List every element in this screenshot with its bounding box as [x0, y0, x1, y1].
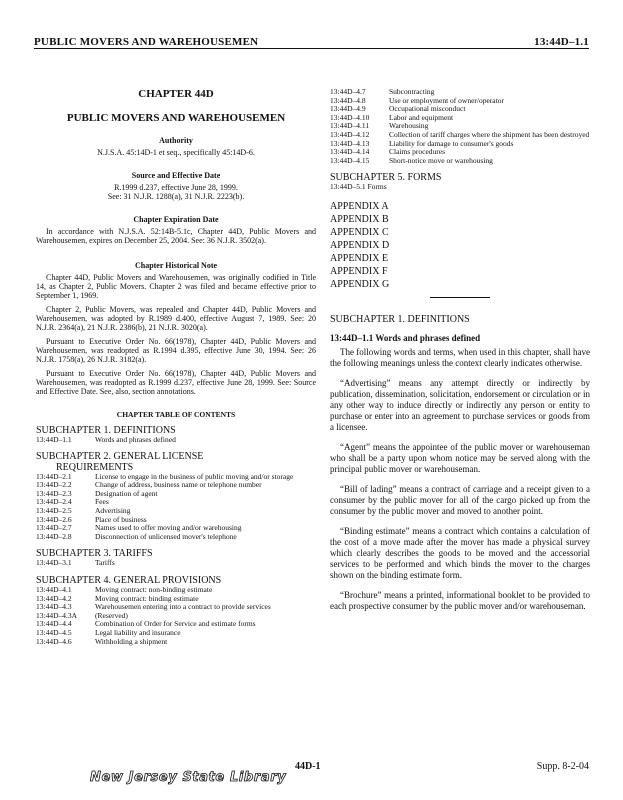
supplement-date: Supp. 8-2-04: [536, 761, 589, 772]
toc-subchapter-2-cont: REQUIREMENTS: [56, 461, 134, 473]
definition-paragraph: “Binding estimate” means a contract which contains a calculation of the cost of a move made after the mover has made a physical survey which clearly describes the goods to be moved and the accessorial services to be performed and which binds the mover to the charges shown on the binding estimate form.: [330, 525, 590, 580]
history-heading: Chapter Historical Note: [134, 261, 218, 270]
chapter-title: PUBLIC MOVERS AND WAREHOUSEMEN: [66, 112, 286, 124]
toc-row: 13:44D–4.11 Warehousing: [330, 121, 429, 131]
authority-heading: Authority: [159, 136, 193, 145]
section-title: 13:44D–1.1 Words and phrases defined: [330, 332, 481, 343]
toc-row: 13:44D–4.5 Legal liability and insurance: [36, 627, 181, 637]
toc-row: 13:44D–4.9 Occupational misconduct: [330, 104, 466, 114]
history-paragraph: Chapter 2, Public Movers, was repealed and Chapter 44D, Public Movers and Warehousemen, was adopted by R.1989 d.400, effective August 7, 1989. See: 20 N.J.R. 2364(a), 21 N.J.R. 2386(b), 21 N.J.R. 3020(a).: [36, 305, 316, 332]
definition-paragraph: “Brochure” means a printed, informational booklet to be provided to each prospective consumer by the public mover and/or warehouseman.: [330, 589, 590, 611]
toc-row: 13:44D–4.14 Claims procedures: [330, 147, 446, 157]
toc-row: 13:44D–4.12 Collection of tariff charges where the shipment has been destroyed: [330, 129, 590, 139]
history-paragraph: Pursuant to Executive Order No. 66(1978), Chapter 44D, Public Movers and Warehousemen, was readopted as R.1994 d.395, effective June 30, 1994. See: 26 N.J.R. 1758(a), 26 N.J.R. 3182(a).: [36, 337, 316, 364]
definition-paragraph: “Agent” means the appointee of the public mover or warehouseman who shall be a party upon whom notice may be served along with the principal public mover or warehouseman.: [330, 441, 590, 474]
toc-row: 13:44D–4.15 Short-notice move or warehousing: [330, 155, 493, 165]
toc-heading: CHAPTER TABLE OF CONTENTS: [116, 410, 236, 419]
toc-row: 13:44D–4.2 Moving contract: binding estimate: [36, 593, 199, 603]
appendix-item: APPENDIX G: [330, 278, 390, 290]
right-column: [330, 88, 590, 612]
expiration-text: In accordance with N.J.S.A. 52:14B-5.1c, Chapter 44D, Public Movers and Warehousemen, expires on December 25, 2004. See: 36 N.J.R. 3502(a).: [36, 227, 316, 245]
toc-row: 13:44D–5.1 Forms: [330, 182, 387, 192]
expiration-heading: Chapter Expiration Date: [133, 215, 219, 224]
page-number: 44D-1: [295, 761, 321, 772]
toc-row: 13:44D–4.3 Warehousemen entering into a contract to provide services: [36, 602, 271, 612]
definition-paragraph: “Advertising” means any attempt directly or indirectly by publication, dissemination, solicitation, endorsement or circulation or in any other way to induce directly or indirectly any person or entity to purchase or enter into an agreement to purchase services or goods from a licensee.: [330, 377, 590, 432]
source-heading: Source and Effective Date: [131, 171, 221, 180]
appendix-item: APPENDIX A: [330, 200, 389, 212]
toc-subchapter-3: SUBCHAPTER 3. TARIFFS: [36, 548, 153, 560]
toc-row: 13:44D–4.3A (Reserved): [36, 610, 128, 620]
toc-row: 13:44D–2.7 Names used to offer moving and/or warehousing: [36, 523, 242, 533]
toc-row: 13:44D–2.2 Change of address, business name or telephone number: [36, 480, 262, 490]
toc-row: 13:44D–4.4 Combination of Order for Service and estimate forms: [36, 619, 256, 629]
history-paragraph: Chapter 44D, Public Movers and Warehousemen, was originally codified in Title 14, as Chapter 2, Public Movers. Chapter 2 was filed and became effective prior to September 1, 1969.: [36, 273, 316, 300]
history-paragraph: Pursuant to Executive Order No. 66(1978), Chapter 44D, Public Movers and Warehousemen, was readopted as R.1999 d.237, effective June 28, 1999. See: Source and Effective Date. See, also, section annotations.: [36, 369, 316, 396]
appendix-item: APPENDIX C: [330, 226, 389, 238]
appendix-item: APPENDIX F: [330, 265, 388, 277]
toc-row: 13:44D–4.7 Subcontracting: [330, 87, 435, 96]
running-header: [34, 30, 589, 49]
section-subchapter-heading: SUBCHAPTER 1. DEFINITIONS: [330, 313, 470, 325]
toc-row: 13:44D–2.4 Fees: [36, 497, 109, 507]
header-title: PUBLIC MOVERS AND WAREHOUSEMEN: [34, 36, 259, 48]
appendix-item: APPENDIX E: [330, 252, 389, 264]
authority-text: N.J.S.A. 45:14D-1 et seq., specifically 45:14D-6.: [97, 148, 255, 157]
appendix-item: APPENDIX B: [330, 213, 389, 225]
source-line-1: R.1999 d.237, effective June 28, 1999.: [114, 183, 238, 192]
appendix-list: [330, 200, 590, 291]
toc-row: 13:44D–4.1 Moving contract: non-binding estimate: [36, 584, 213, 594]
toc-row: 13:44D–2.8 Disconnection of unlicensed mover's telephone: [36, 531, 237, 541]
definition-paragraph: “Bill of lading” means a contract of carriage and a receipt given to a consumer by the public mover for all of the cargo picked up from the consumer by the public mover and moved to another point.: [330, 483, 590, 516]
toc-subchapter-1: SUBCHAPTER 1. DEFINITIONS: [36, 425, 176, 436]
toc-subchapter-4: SUBCHAPTER 4. GENERAL PROVISIONS: [36, 574, 222, 586]
toc-row: 13:44D–2.6 Place of business: [36, 514, 147, 524]
toc-row: 13:44D–4.13 Liability for damage to consumer's goods: [330, 138, 514, 148]
library-watermark: New Jersey State Library: [90, 770, 287, 785]
toc-row: 13:44D–4.8 Use or employment of owner/operator: [330, 95, 504, 105]
appendix-item: APPENDIX D: [330, 239, 390, 251]
header-section-number: 13:44D–1.1: [534, 36, 589, 48]
toc-row: 13:44D–1.1 Words and phrases defined: [36, 435, 176, 444]
toc-subchapter-2: SUBCHAPTER 2. GENERAL LICENSE: [36, 450, 204, 462]
definition-paragraph: The following words and terms, when used in this chapter, shall have the following meanings unless the context clearly indicates otherwise.: [330, 346, 590, 368]
divider: [430, 297, 490, 298]
toc-row: 13:44D–2.3 Designation of agent: [36, 488, 158, 498]
toc-row: 13:44D–4.10 Labor and equipment: [330, 112, 454, 122]
toc-row: 13:44D–2.5 Advertising: [36, 505, 131, 515]
left-column: [36, 60, 316, 646]
toc-subchapter-5: SUBCHAPTER 5. FORMS: [330, 172, 442, 184]
source-line-2: See: 31 N.J.R. 1288(a), 31 N.J.R. 2223(b).: [107, 192, 245, 201]
toc-row: 13:44D–4.6 Withholding a shipment: [36, 636, 168, 646]
toc-row: 13:44D–2.1 License to engage in the business of public moving and/or storage: [36, 471, 294, 481]
chapter-number: CHAPTER 44D: [138, 88, 214, 100]
toc-row: 13:44D–3.1 Tariffs: [36, 558, 115, 568]
